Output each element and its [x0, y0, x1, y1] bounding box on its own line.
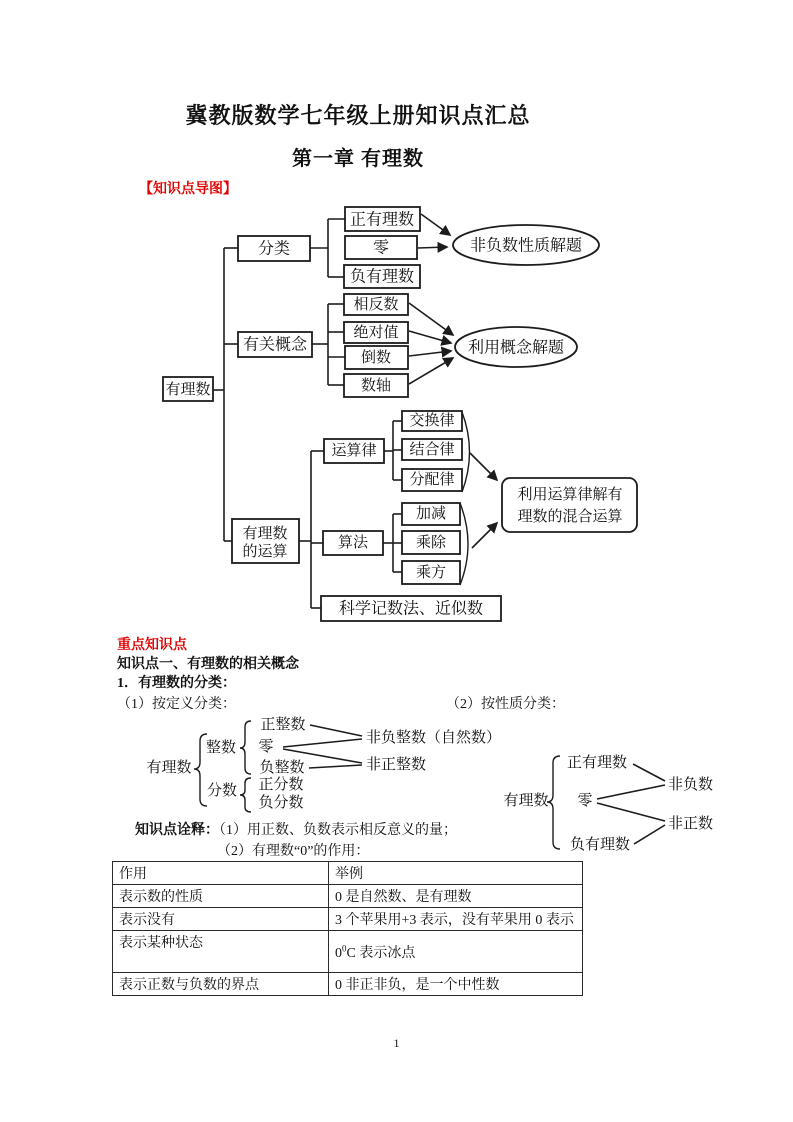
table-row — [113, 908, 583, 931]
ellipse-nonnegative-solving-label: 非负数性质解题 — [469, 237, 583, 255]
prop-root-label: 有理数 — [503, 793, 549, 809]
def-zero-label: 零 — [258, 739, 274, 755]
node-absolute-value-label: 绝对值 — [353, 325, 399, 341]
node-scientific-notation-label: 科学记数法、近似数 — [338, 600, 484, 618]
zero-superscript: 0 — [342, 942, 347, 953]
table-row — [113, 973, 583, 996]
def-brace-fractions — [240, 778, 251, 812]
prop-nonpositive-label: 非正数 — [668, 816, 714, 832]
prop-nonnegative-label: 非负数 — [668, 777, 714, 793]
page-title: 冀教版数学七年级上册知识点汇总 — [185, 103, 531, 128]
node-classification-label: 分类 — [257, 240, 291, 258]
table-cell-use: 表示正数与负数的界点 — [113, 973, 329, 996]
node-negative-rational-label: 负有理数 — [349, 268, 415, 286]
node-power-label: 乘方 — [415, 565, 447, 581]
table-header-use: 作用 — [113, 862, 329, 885]
knowledge-map — [163, 207, 637, 621]
prop-positive-rational-label: 正有理数 — [566, 755, 628, 771]
definition-classification-diagram — [146, 715, 501, 812]
keypoints-heading: 重点知识点 — [117, 638, 187, 653]
node-multiply-divide-label2: 乘除 — [415, 535, 447, 551]
keypoints-topic1: 知识点一、有理数的相关概念 — [117, 657, 299, 672]
ellipse-concept-solving-label: 利用概念解题 — [467, 339, 565, 357]
def-positive-integers-label: 正整数 — [260, 717, 306, 733]
table-cell-example: 0 非正非负，是一个中性数 — [329, 973, 583, 996]
prop-negative-rational-label: 负有理数 — [569, 837, 631, 853]
node-mixed-operations-line2: 理数的混合运算 — [517, 509, 623, 525]
table-row — [113, 931, 583, 973]
node-add-subtract-label: 加减 — [415, 506, 447, 522]
node-positive-rational-label: 正有理数 — [349, 211, 415, 229]
prop-brace-root — [547, 756, 560, 849]
table-header-example: 举例 — [329, 862, 583, 885]
table-cell-use: 表示数的性质 — [113, 885, 329, 908]
annotation-label: 知识点诠释： — [135, 823, 219, 838]
table-cell-use: 表示某种状态 — [113, 931, 329, 973]
node-number-line-label: 数轴 — [360, 378, 392, 394]
def-negative-fractions-label: 负分数 — [258, 795, 304, 811]
map-arrows — [409, 214, 497, 548]
node-operations-label-line1: 有理数 — [242, 526, 288, 542]
node-zero-label: 零 — [372, 239, 390, 257]
chapter-title: 第一章 有理数 — [292, 148, 424, 170]
prop-class-lines — [597, 764, 665, 844]
property-classification-diagram — [503, 754, 713, 853]
keypoints-item1: 1．有理数的分类： — [117, 676, 236, 691]
node-concepts-label: 有关概念 — [242, 336, 308, 354]
node-operations-label-line2: 的运算 — [242, 544, 288, 560]
def-nonpositive-integers-label: 非正整数 — [366, 757, 427, 773]
table-cell-example: 0 是自然数、是有理数 — [329, 885, 583, 908]
table-cell-example — [329, 931, 583, 973]
group-paren-methods — [460, 503, 468, 585]
zero-base: 0 — [335, 945, 342, 961]
def-root-label: 有理数 — [146, 760, 192, 776]
knowledge-map-label: 【知识点导图】 — [139, 182, 237, 197]
def-brace-integers — [240, 721, 251, 774]
keypoints-sub1: （1）按定义分类： — [117, 697, 236, 712]
node-opposite-label: 相反数 — [353, 297, 399, 313]
node-reciprocal-label: 倒数 — [360, 350, 392, 366]
annotation-line2: （2）有理数“0”的作用： — [217, 844, 370, 859]
annotation-line1 — [135, 819, 457, 839]
def-negative-integers-label: 负整数 — [259, 760, 305, 776]
keypoints-sub2: （2）按性质分类： — [446, 697, 565, 712]
table-cell-use: 表示没有 — [113, 908, 329, 931]
prop-zero-label: 零 — [577, 793, 593, 809]
node-methods-label: 算法 — [337, 535, 369, 551]
node-operation-laws-label: 运算律 — [331, 443, 377, 459]
zero-role-table — [112, 861, 583, 996]
zero-rest: C 表示冰点 — [346, 945, 416, 961]
node-distributive-label: 分配律 — [409, 472, 455, 488]
def-positive-fractions-label: 正分数 — [258, 777, 304, 793]
def-fractions-label: 分数 — [206, 783, 238, 799]
group-paren-laws — [462, 412, 470, 492]
def-integers-label: 整数 — [205, 740, 237, 756]
table-cell-example: 3 个苹果用+3 表示，没有苹果用 0 表示 — [329, 908, 583, 931]
node-commutative-label: 交换律 — [409, 413, 455, 429]
table-header-row — [113, 862, 583, 885]
table-row — [113, 885, 583, 908]
def-nonnegative-integers-label: 非负整数（自然数） — [366, 730, 502, 746]
annotation-line1-text: （1）用正数、负数表示相反意义的量； — [219, 823, 457, 838]
page-number: 1 — [393, 1036, 400, 1050]
node-associative-label: 结合律 — [409, 442, 455, 458]
node-mixed-operations-line1: 利用运算律解有 — [517, 487, 623, 503]
node-root-label: 有理数 — [165, 382, 211, 398]
